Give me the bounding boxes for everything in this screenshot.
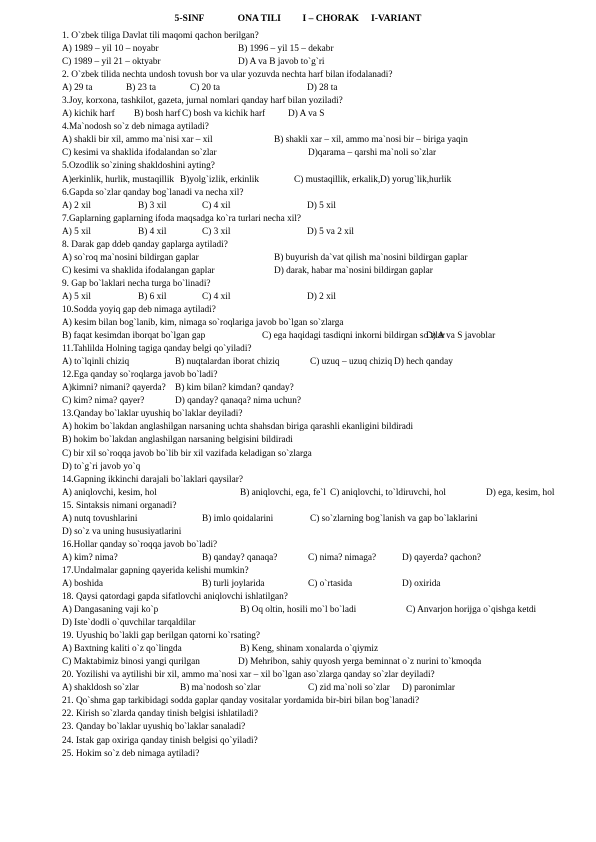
answer-option: B) aniqlovchi, ega, fe`l bbox=[240, 487, 326, 498]
text-line bbox=[62, 617, 594, 630]
answer-option: B) kim bilan? kimdan? qanday? bbox=[175, 383, 294, 394]
answer-option: C) so`zlarning bog`lanish va gap bo`laklarini bbox=[310, 513, 478, 524]
answer-option: B) 23 ta bbox=[126, 83, 156, 94]
text-line bbox=[62, 721, 594, 734]
question-text: 12.Ega qanday so`roqlarga javob bo`ladi? bbox=[62, 370, 218, 381]
text-line bbox=[62, 526, 594, 539]
answer-option: B) 1996 – yil 15 – dekabr bbox=[238, 44, 334, 55]
answer-option: C) kim? nima? qayer? bbox=[62, 396, 145, 407]
text-line bbox=[62, 343, 594, 356]
answer-option: B) 3 xil bbox=[138, 200, 167, 211]
answer-option: D) paronimlar bbox=[402, 683, 455, 694]
answer-row bbox=[62, 43, 594, 56]
text-line bbox=[62, 369, 594, 382]
answer-option: B) qanday? qanaqa? bbox=[202, 552, 278, 563]
question-text: 21. Qo`shma gap tarkibidagi sodda gaplar qanday vositalar yordamida bir-biri bilan bog`lanadi? bbox=[62, 696, 420, 707]
question-text: D) Iste`dodli o`quvchilar tarqaldilar bbox=[62, 618, 196, 629]
text-line bbox=[62, 160, 594, 173]
answer-row bbox=[62, 56, 594, 69]
answer-option: C) uzuq – uzuq chiziq bbox=[310, 357, 393, 368]
answer-option: A) so`roq ma`nosini bildirgan gaplar bbox=[62, 252, 199, 263]
answer-option: B) 6 xil bbox=[138, 291, 167, 302]
answer-option: D) qayerda? qachon? bbox=[402, 552, 481, 563]
text-line bbox=[62, 304, 594, 317]
text-line bbox=[62, 474, 594, 487]
question-text: 1. O`zbek tiliga Davlat tili maqomi qachon berilgan? bbox=[62, 31, 259, 41]
question-text: 6.Gapda so`zlar qanday bog`lanadi va necha xil? bbox=[62, 187, 244, 198]
answer-option: C) 20 ta bbox=[190, 83, 220, 94]
text-line bbox=[62, 95, 594, 108]
question-text: 4.Ma`nodosh so`z deb nimaga aytiladi? bbox=[62, 122, 209, 133]
answer-row bbox=[62, 134, 594, 147]
answer-option: D) ega, kesim, hol bbox=[486, 487, 555, 498]
answer-row bbox=[62, 252, 594, 265]
text-line bbox=[62, 630, 594, 643]
answer-option: B) bosh harf bbox=[134, 109, 181, 120]
question-text: D) so`z va uning hususiyatlarini bbox=[62, 526, 182, 537]
answer-option: D) A va S javoblar bbox=[426, 331, 496, 342]
question-text: 20. Yozilishi va aytilishi bir xil, ammo ma`nosi xar – xil bo`lgan aso`zlarga qanday so`zlar deyiladi? bbox=[62, 670, 435, 681]
answer-row bbox=[62, 578, 594, 591]
text-line bbox=[62, 448, 594, 461]
answer-option: A) kim? nima? bbox=[62, 552, 118, 563]
answer-option: B) 4 xil bbox=[138, 226, 167, 237]
answer-option: A) 1989 – yil 10 – noyabr bbox=[62, 44, 159, 55]
text-line bbox=[62, 30, 594, 43]
answer-option: D) qanday? qanaqa? nima uchun? bbox=[175, 396, 301, 407]
answer-option: C) nima? nimaga? bbox=[308, 552, 377, 563]
answer-row bbox=[62, 147, 594, 160]
text-line bbox=[62, 421, 594, 434]
answer-option: A) to`lqinli chiziq bbox=[62, 357, 130, 368]
answer-option: D)qarama – qarshi ma`noli so`zlar bbox=[308, 148, 437, 159]
text-line bbox=[62, 121, 594, 134]
question-text: 11.Tahlilda Holning tagiga qanday belgi qo`yiladi? bbox=[62, 344, 252, 355]
answer-option: B) Oq oltin, hosili mo`l bo`ladi bbox=[240, 605, 357, 616]
answer-option: C) ega haqidagi tasdiqni inkorni bildirgan so`zlar bbox=[262, 331, 446, 342]
answer-option: C) zid ma`noli so`zlar bbox=[308, 683, 390, 694]
answer-option: D) 5 xil bbox=[307, 200, 336, 211]
answer-option: B) imlo qoidalarini bbox=[202, 513, 274, 524]
question-text: 8. Darak gap ddeb qanday gaplarga aytiladi? bbox=[62, 239, 228, 250]
answer-row bbox=[62, 291, 594, 304]
question-text: 3.Joy, korxona, tashkilot, gazeta, jurnal nomlari qanday harf bilan yoziladi? bbox=[62, 96, 343, 107]
answer-option: A) kichik harf bbox=[62, 109, 115, 120]
answer-row bbox=[62, 200, 594, 213]
answer-option: A) 5 xil bbox=[62, 291, 91, 302]
answer-option: D) oxirida bbox=[402, 578, 441, 589]
answer-option: A) aniqlovchi, kesim, hol bbox=[62, 487, 157, 498]
text-line bbox=[62, 408, 594, 421]
answer-row bbox=[62, 174, 594, 187]
answer-option: A) boshida bbox=[62, 578, 104, 589]
text-line bbox=[62, 461, 594, 474]
page-header: 5-SINF ONA TILI I – CHORAK I-VARIANT bbox=[174, 13, 422, 24]
question-text: 2. O`zbek tilida nechta undosh tovush bor va ular yozuvda nechta harf bilan ifodalanadi? bbox=[62, 70, 393, 81]
answer-row bbox=[62, 330, 594, 343]
answer-option: A) shakli bir xil, ammo ma`nisi xar – xil bbox=[62, 135, 213, 146]
answer-row bbox=[62, 513, 594, 526]
question-text: 15. Sintaksis nimani organadi? bbox=[62, 500, 177, 511]
answer-row bbox=[62, 226, 594, 239]
answer-option: C) kesimi va shaklida ifodalangan gaplar bbox=[62, 265, 215, 276]
answer-row bbox=[62, 682, 594, 695]
answer-option: C) mustaqillik, erkalik, bbox=[294, 174, 381, 185]
answer-row bbox=[62, 656, 594, 669]
answer-option: C) kesimi va shaklida ifodalandan so`zlar bbox=[62, 148, 217, 159]
answer-option: C) Anvarjon horijga o`qishga ketdi bbox=[406, 605, 537, 616]
answer-row bbox=[62, 604, 594, 617]
text-line bbox=[62, 539, 594, 552]
question-list bbox=[62, 30, 594, 761]
question-text: 10.Sodda yoyiq gap deb nimaga aytiladi? bbox=[62, 304, 216, 315]
question-text: 17.Undalmalar gapning qayerida kelishi mumkin? bbox=[62, 565, 249, 576]
answer-option: B) faqat kesimdan iborqat bo`lgan gap bbox=[62, 331, 206, 342]
answer-option: D) darak, habar ma`nosini bildirgan gaplar bbox=[274, 265, 433, 276]
answer-option: A) Baxtning kaliti o`z qo`lingda bbox=[62, 644, 182, 655]
answer-option: B) Keng, shinam xonalarda o`qiymiz bbox=[240, 644, 379, 655]
answer-option: A)erkinlik, hurlik, mustaqillik bbox=[62, 174, 175, 185]
answer-option: B) ma`nodosh so`zlar bbox=[180, 683, 261, 694]
text-line bbox=[62, 708, 594, 721]
answer-option: A) nutq tovushlarini bbox=[62, 513, 138, 524]
text-line bbox=[62, 69, 594, 82]
question-text: 25. Hokim so`z deb nimaga aytiladi? bbox=[62, 748, 200, 759]
text-line bbox=[62, 591, 594, 604]
text-line bbox=[62, 187, 594, 200]
text-line bbox=[62, 748, 594, 761]
answer-option: D) 2 xil bbox=[307, 291, 336, 302]
answer-row bbox=[62, 643, 594, 656]
answer-row bbox=[62, 265, 594, 278]
answer-option: B) turli joylarida bbox=[202, 578, 265, 589]
answer-option: C) bosh va kichik harf bbox=[182, 109, 266, 120]
answer-option: C) 1989 – yil 21 – oktyabr bbox=[62, 57, 161, 68]
answer-row bbox=[62, 487, 594, 500]
answer-row bbox=[62, 552, 594, 565]
answer-option: C) 4 xil bbox=[202, 200, 231, 211]
question-text: 22. Kirish so`zlarda qanday tinish belgisi ishlatiladi? bbox=[62, 709, 258, 720]
answer-option: D) 5 va 2 xil bbox=[307, 226, 354, 237]
text-line bbox=[62, 317, 594, 330]
answer-option: C) aniqlovchi, to`ldiruvchi, hol bbox=[330, 487, 446, 498]
text-line bbox=[62, 500, 594, 513]
answer-row bbox=[62, 395, 594, 408]
text-line bbox=[62, 735, 594, 748]
question-text: 23. Qanday bo`laklar uyushiq bo`laklar sanaladi? bbox=[62, 722, 246, 733]
question-text: A) kesim bilan bog`lanib, kim, nimaga so`roqlariga javob bo`lgan so`zlarga bbox=[62, 318, 344, 329]
answer-option: B) nuqtalardan iborat chiziq bbox=[175, 357, 280, 368]
answer-option: A)kimni? nimani? qayerda? bbox=[62, 383, 166, 394]
answer-option: D) hech qanday bbox=[394, 357, 453, 368]
text-line bbox=[62, 669, 594, 682]
text-line bbox=[62, 213, 594, 226]
question-text: 19. Uyushiq bo`lakli gap berilgan qatorni ko`rsating? bbox=[62, 631, 261, 642]
question-text: 7.Gaplarning gaplarning ifoda maqsadga ko`ra turlari necha xil? bbox=[62, 213, 302, 224]
text-line bbox=[62, 695, 594, 708]
answer-option: D) Mehribon, sahiy quyosh yerga beminnat o`z nurini to`kmoqda bbox=[238, 657, 482, 668]
answer-option: A) 2 xil bbox=[62, 200, 91, 211]
question-text: 14.Gapning ikkinchi darajali bo`laklari qaysilar? bbox=[62, 474, 243, 485]
answer-row bbox=[62, 82, 594, 95]
text-line bbox=[62, 239, 594, 252]
answer-option: C) o`rtasida bbox=[308, 578, 353, 589]
text-line bbox=[62, 278, 594, 291]
answer-option: C) 3 xil bbox=[202, 226, 231, 237]
question-text: 13.Qanday bo`laklar uyushiq bo`laklar deyiladi? bbox=[62, 409, 243, 420]
question-text: D) to`g`ri javob yo`q bbox=[62, 461, 141, 472]
question-text: C) bir xil so`roqqa javob bo`lib bir xil vazifada keladigan so`zlarga bbox=[62, 448, 312, 459]
question-text: 16.Hollar qanday so`roqqa javob bo`ladi? bbox=[62, 539, 218, 550]
answer-option: D) A va B javob to`g`ri bbox=[238, 57, 325, 68]
text-line bbox=[62, 434, 594, 447]
question-text: 24. Istak gap oxiriga qanday tinish belgisi qo`yiladi? bbox=[62, 735, 258, 746]
answer-option: D) A va S bbox=[288, 109, 325, 120]
answer-option: D) 28 ta bbox=[307, 83, 338, 94]
answer-option: A) 29 ta bbox=[62, 83, 93, 94]
answer-option: B) shakli xar – xil, ammo ma`nosi bir – biriga yaqin bbox=[274, 135, 468, 146]
question-text: 18. Qaysi qatordagi gapda sifatlovchi aniqlovchi ishlatilgan? bbox=[62, 592, 288, 603]
answer-option: A) Dangasaning vaji ko`p bbox=[62, 605, 159, 616]
question-text: 5.Ozodlik so`zining shakldoshini ayting? bbox=[62, 161, 215, 172]
answer-option: A) 5 xil bbox=[62, 226, 91, 237]
answer-option: B)yolg`izlik, erkinlik bbox=[180, 174, 260, 185]
answer-option: A) shakldosh so`zlar bbox=[62, 683, 139, 694]
answer-row bbox=[62, 382, 594, 395]
answer-row bbox=[62, 108, 594, 121]
answer-option: C) 4 xil bbox=[202, 291, 231, 302]
answer-option: C) Maktabimiz binosi yangi qurilgan bbox=[62, 657, 200, 668]
answer-option: D) yorug`lik,hurlik bbox=[380, 174, 452, 185]
question-text: A) hokim bo`lakdan anglashilgan narsaning uchta shahsdan biriga qarashli ekanligini bildiradi bbox=[62, 422, 414, 433]
text-line bbox=[62, 565, 594, 578]
answer-option: B) buyurish da`vat qilish ma`nosini bildirgan gaplar bbox=[274, 252, 468, 263]
answer-row bbox=[62, 356, 594, 369]
question-text: 9. Gap bo`laklari necha turga bo`linadi? bbox=[62, 278, 211, 289]
question-text: B) hokim bo`lakdan anglashilgan narsaning belgisini bildiradi bbox=[62, 435, 293, 446]
